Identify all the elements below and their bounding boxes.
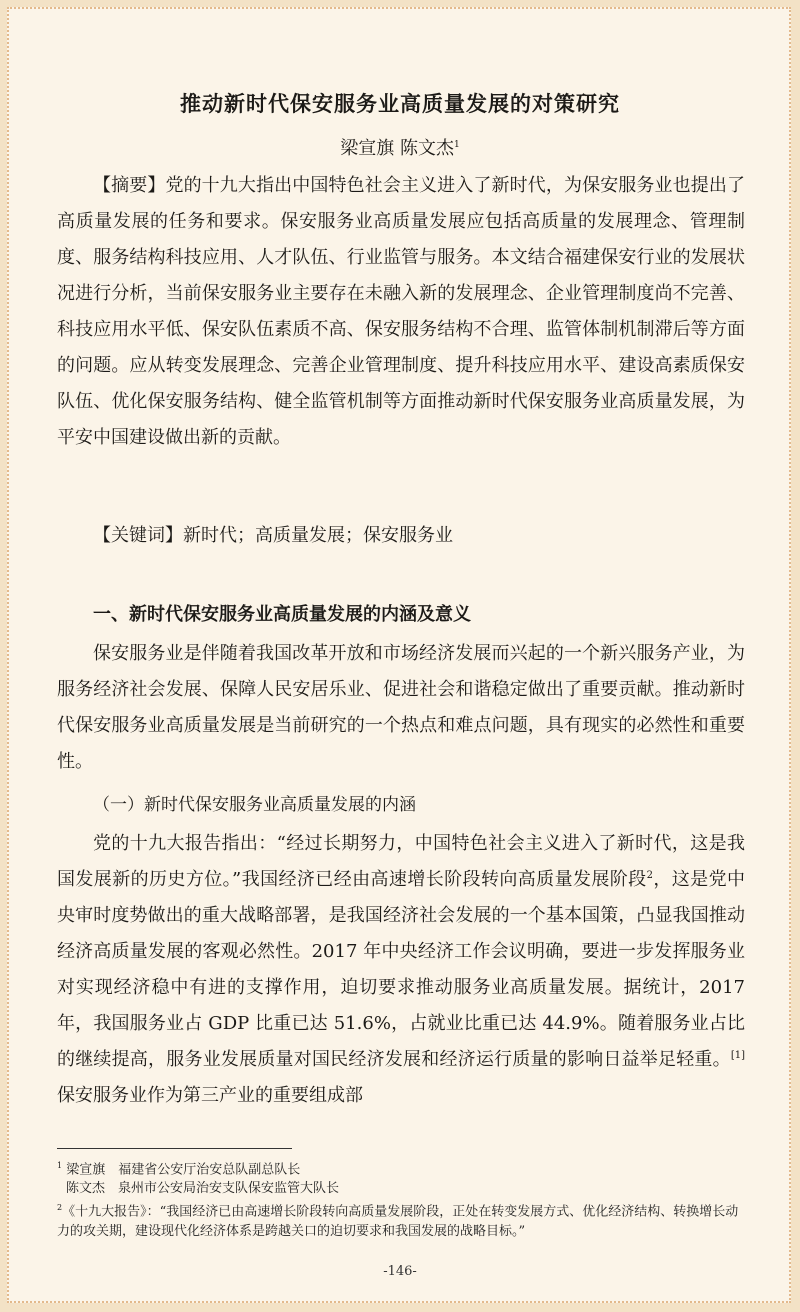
- footnote-2-mark: 2: [57, 1203, 63, 1213]
- page-number: -146-: [383, 1264, 417, 1279]
- footnote-2: [57, 1198, 747, 1240]
- footnote-1-line-2: 陈文杰 泉州市公安局治安支队保安监管大队长: [66, 1181, 340, 1197]
- section-heading-1: 一、新时代保安服务业高质量发展的内涵及意义: [93, 604, 471, 625]
- keywords-line: 【关键词】新时代；高质量发展；保安服务业: [93, 525, 453, 546]
- abstract-paragraph: 【摘要】党的十九大指出中国特色社会主义进入了新时代，为保安服务业也提出了高质量发展的任务和要求。保安服务业高质量发展应包括高质量的发展理念、管理制度、服务结构科技应用、人才队伍、行业监管与服务。本文结合福建保安行业的发展状况进行分析，当前保安服务业主要存在未融入新的发展理念、企业管理制度尚不完善、科技应用水平低、保安队伍素质不高、保安服务结构不合理、监管体制机制滞后等方面的问题。应从转变发展理念、完善企业管理制度、提升科技应用水平、建设高素质保安队伍、优化保安服务结构、健全监管机制等方面推动新时代保安服务业高质量发展，为平安中国建设做出新的贡献。: [57, 175, 745, 448]
- authors-footnote-mark: 1: [454, 140, 460, 150]
- footnote-1-mark: 1: [57, 1161, 63, 1170]
- footnote-separator: [57, 1148, 292, 1149]
- footnote-1-continuation: [57, 1179, 747, 1198]
- footnote-mark-2: 2: [646, 870, 653, 881]
- section2-paragraph: [57, 826, 745, 1114]
- footnote-1: [57, 1156, 747, 1179]
- paragraph-text-c: 保安服务业作为第三产业的重要组成部: [57, 1085, 363, 1106]
- footnotes: [57, 1156, 747, 1241]
- footnote-2-text: 《十九大报告》：“我国经济已由高速增长阶段转向高质量发展阶段，正处在转变发展方式、优化经济结构、转换增长动力的攻关期，建设现代化经济体系是跨越关口的迫切要求和我国发展的战略目标。”: [57, 1204, 739, 1239]
- footnote-1-line-1: 梁宣旗 福建省公安厅治安总队副总队长: [66, 1162, 301, 1178]
- paragraph-text-a: 党的十九大报告指出：“经过长期努力，中国特色社会主义进入了新时代，这是我国发展新的历史方位。”我国经济已经由高速增长阶段转向高质量发展阶段: [57, 833, 745, 890]
- subsection-heading-1: （一）新时代保安服务业高质量发展的内涵: [93, 795, 416, 815]
- section1-paragraph: 保安服务业是伴随着我国改革开放和市场经济发展而兴起的一个新兴服务产业，为服务经济社会发展、保障人民安居乐业、促进社会和谐稳定做出了重要贡献。推动新时代保安服务业高质量发展是当前研究的一个热点和难点问题，具有现实的必然性和重要性。: [57, 643, 745, 772]
- authors-names: 梁宣旗 陈文杰: [340, 138, 454, 159]
- author-line: [0, 134, 800, 160]
- paragraph-text-b: ，这是党中央审时度势做出的重大战略部署，是我国经济社会发展的一个基本国策，凸显我国推动经济高质量发展的客观必然性。2017 年中央经济工作会议明确，要进一步发挥服务业对实现经济稳中有进的支撑作用，迫切要求推动服务业高质量发展。据统计，2017 年，我国服务业占 GDP 比重已达 51.6%，占就业比重已达 44.9%。随着服务业占比的继续提高，服务业发展质量对国民经济发展和经济运行质量的影响日益举足轻重。: [57, 869, 745, 1070]
- paper-title: 推动新时代保安服务业高质量发展的对策研究: [180, 92, 620, 116]
- citation-ref-1: [1]: [730, 1050, 745, 1061]
